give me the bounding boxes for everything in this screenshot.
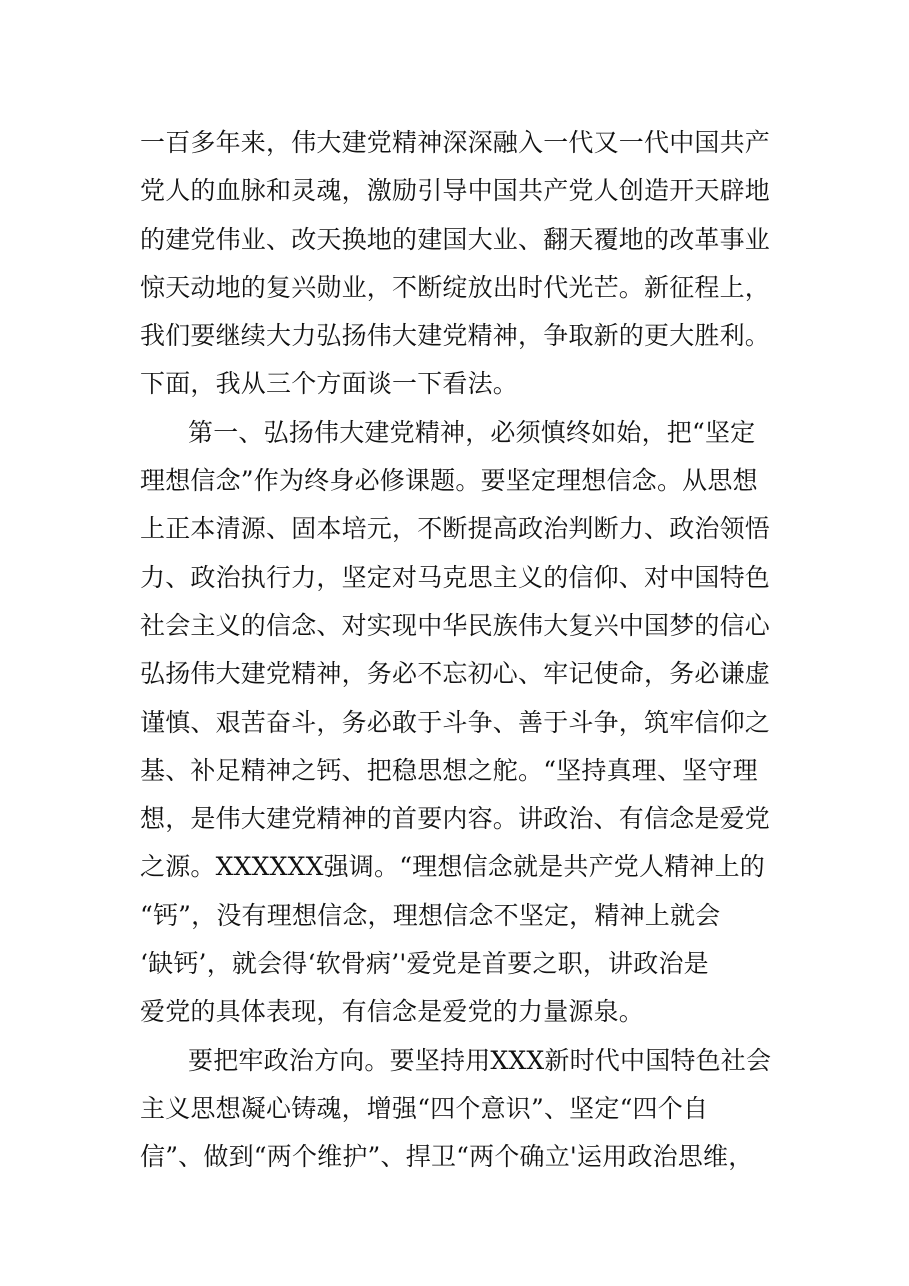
text-line: 弘扬伟大建党精神，务必不忘初心、牢记使命，务必谦虚 (140, 659, 771, 689)
text-line: 之源。XXXXXX强调。“理想信念就是共产党人精神上的 (140, 852, 765, 882)
text-line: 社会主义的信念、对实现中华民族伟大复兴中国梦的信心 (140, 610, 771, 640)
text-line: 上正本清源、固本培元，不断提高政治判断力、政治领悟 (140, 514, 771, 544)
text-line: 党人的血脉和灵魂，激励引导中国共产党人创造开天辟地 (140, 176, 771, 206)
text-line: 第一、弘扬伟大建党精神，必须慎终如始，把“坚定 (188, 417, 756, 447)
document-body (140, 119, 780, 1182)
text-line: 的建党伟业、改天换地的建国大业、翻天覆地的改革事业 (140, 224, 771, 254)
text-line: ‘缺钙’，就会得‘软骨病’'爱党是首要之职，讲政治是 (140, 949, 709, 979)
text-line: 爱党的具体表现，有信念是爱党的力量源泉。 (140, 997, 645, 1027)
text-line: 要把牢政治方向。要坚持用XXX新时代中国特色社会 (188, 1045, 772, 1075)
text-line: 基、补足精神之钙、把稳思想之舵。“坚持真理、坚守理 (140, 755, 758, 785)
text-line: 信”、做到“两个维护”、捍卫“两个确立'运用政治思维， (140, 1142, 754, 1172)
text-line: 一百多年来，伟大建党精神深深融入一代又一代中国共产 (140, 128, 771, 157)
text-line: “钙”，没有理想信念，理想信念不坚定，精神上就会 (140, 900, 721, 930)
text-line: 我们要继续大力弘扬伟大建党精神，争取新的更大胜利。 (140, 321, 771, 351)
text-line: 惊天动地的复兴勋业，不断绽放出时代光芒。新征程上， (140, 272, 771, 302)
text-line: 谨慎、艰苦奋斗，务必敢于斗争、善于斗争，筑牢信仰之 (140, 707, 771, 737)
text-line: 下面，我从三个方面谈一下看法。 (140, 369, 519, 399)
text-line: 力、政治执行力，坚定对马克思主义的信仰、对中国特色 (140, 562, 771, 592)
text-line: 理想信念”作为终身必修课题。要坚定理想信念。从思想 (140, 466, 758, 496)
text-line: 想，是伟大建党精神的首要内容。讲政治、有信念是爱党 (140, 804, 771, 834)
text-line: 主义思想凝心铸魂，增强“四个意识”、坚定“四个自 (140, 1093, 709, 1123)
